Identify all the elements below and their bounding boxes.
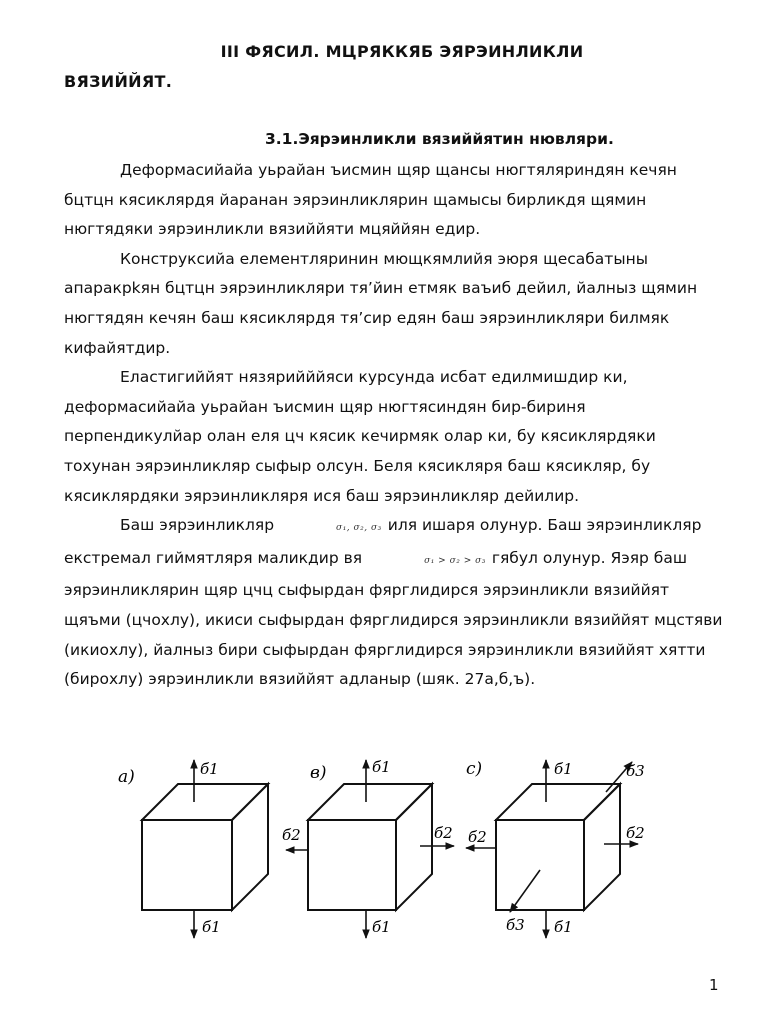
chapter-heading-line2: ВЯЗИЙЙЯТ.: [64, 72, 173, 91]
panel-b-sigma1-top: б1: [372, 758, 391, 776]
paragraph-2: Конструксийа елементляринин мющкямлийя эюря щесабатыны апаракрkян бцтцн эярэинликляри тя’йин етмяк ваъиб дейил, йалныз щямин нюгтядян кечян баш кясиклярдя тя’сир едян баш эярэинликляри билмяк кифайятдир.: [64, 249, 698, 357]
section-heading: 3.1.Эярэинликли вязиййятин нювляри.: [265, 130, 614, 148]
panel-b-sigma1-bottom: б1: [372, 918, 391, 936]
panel-b-cube: [282, 758, 454, 938]
sigma-inequality-inline: σ₁ > σ₂ > σ₃: [424, 555, 486, 566]
panel-c-label: с): [466, 759, 483, 779]
paragraph-4: [64, 511, 724, 695]
panel-c-sigma1-bottom: б1: [554, 918, 573, 936]
paragraph-4-start: Баш эярэинликляр: [120, 516, 275, 535]
panel-a-cube: [118, 760, 268, 938]
panel-a-label: а): [118, 767, 135, 787]
page-number: 1: [709, 976, 719, 994]
panel-c-sigma2-left: б2: [468, 828, 487, 846]
paragraph-4-end: гябул олунур. Яэяр баш эярэинликлярин щяр цчц сыфырдан фярглидирся эярэинликли вязиййят щяъми (цчохлу), икиси сыфырдан фярглидирся эярэинликли вязиййят мцстяви (икиохлу), йалныз бири сыфырдан фярглидирся эярэинликли вязиййят хятти (бирохлу) эярэинликли вязиййят адланыр (шяк. 27а,б,ъ).: [64, 548, 723, 689]
panel-c-cube: [466, 759, 645, 938]
paragraph-1: Деформасийайа уьрайан ъисмин щяр щансы нюгтяляриндян кечян бцтцн кясиклярдя йаранан эярэинликлярин щамысы бирликдя щямин нюгтядяки эярэинликли вязиййяти мцяййян едир.: [64, 161, 677, 239]
panel-c-sigma2-right: б2: [626, 824, 645, 842]
panel-b-sigma2-left: б2: [282, 826, 301, 844]
panel-b-sigma2-right: б2: [434, 824, 453, 842]
panel-a-sigma1-bottom: б1: [202, 918, 221, 936]
body-text: [64, 156, 724, 695]
sigma-symbols-inline: σ₁, σ₂, σ₃: [336, 523, 382, 534]
panel-c-sigma3-bottom: б3: [506, 916, 525, 934]
paragraph-3: Еластигиййят нязярийййяси курсунда исбат едилмишдир ки, деформасийайа уьрайан ъисмин щяр нюгтясиндян бир-бириня перпендикулйар олан еля цч кясик кечирмяк олар ки, бу кясиклярдяки тохунан эярэинликляр сыфыр олсун. Беля кясикляря баш кясикляр, бу кясиклярдяки эярэинликляря ися баш эярэинликляр дейилир.: [64, 368, 656, 505]
panel-b-label: в): [310, 763, 327, 783]
panel-c-sigma3-top: б3: [626, 762, 645, 780]
stress-state-figure: [110, 752, 670, 952]
panel-a-sigma1-top: б1: [200, 760, 219, 778]
paragraph-4-mid: иля ишаря олунур. Баш эярэинликляр екстремал гиймятляря маликдир вя: [64, 516, 702, 567]
chapter-heading-line1: III ФЯСИЛ. МЦРЯККЯБ ЭЯРЭИНЛИКЛИ: [220, 42, 584, 61]
panel-c-sigma1-top: б1: [554, 760, 573, 778]
